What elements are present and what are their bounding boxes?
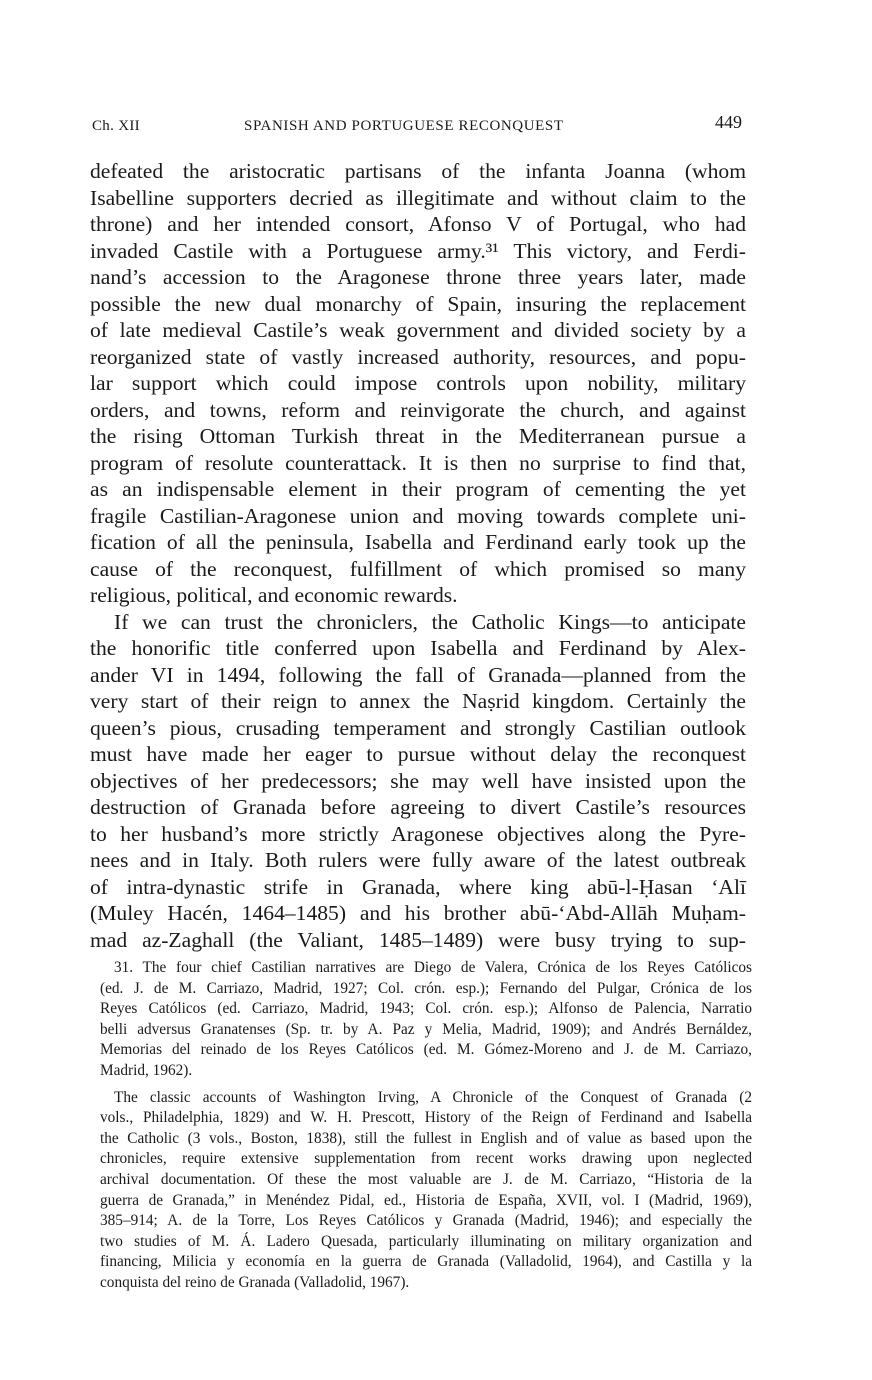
footnote-line: archival documentation. Of these the most valuable are J. de M. Carriazo, “Historia de la [100,1170,752,1188]
body-line: the rising Ottoman Turkish threat in the Mediterranean pursue a [90,424,746,448]
body-line: to her husband’s more strictly Aragonese objectives along the Pyre- [90,821,746,846]
body-line: objectives of her predecessors; she may well have insisted upon the [90,768,746,793]
page-number: 449 [715,112,742,132]
footnote-line: Reyes Católicos (ed. Carriazo, Madrid, 1943; Col. crón. esp.); Alfonso de Palencia, Narratio [100,1000,752,1018]
footnote-line: Madrid, 1962). [100,1061,193,1079]
body-line: possible the new dual monarchy of Spain, insuring the replacement [90,291,746,316]
body-line: of intra-dynastic strife in Granada, where king abū-l-Ḥasan ‘Alī [90,874,746,899]
body-line: nand’s accession to the Aragonese throne three years later, made [90,265,746,289]
footnote-line: conquista del reino de Granada (Valladolid, 1967). [100,1273,410,1291]
footnote-line: belli adversus Granatenses (Sp. tr. by A. Paz y Melia, Madrid, 1909); and Andrés Bernáldez, [100,1020,752,1038]
footnote-line: guerra de Granada,” in Menéndez Pidal, ed., Historia de España, XVII, vol. I (Madrid, 1969), [100,1191,752,1209]
body-line: Isabelline supporters decried as illegitimate and without claim to the [90,185,746,210]
footnotes [100,958,752,1294]
body-line: ander VI in 1494, following the fall of Granada—planned from the [90,662,746,687]
body-line: fication of all the peninsula, Isabella and Ferdinand early took up the [90,530,746,554]
body-line: lar support which could impose controls upon nobility, military [90,371,746,395]
body-line: as an indispensable element in their program of cementing the yet [90,477,746,501]
body-line: reorganized state of vastly increased authority, resources, and popu- [90,344,746,369]
body-line: cause of the reconquest, fulfillment of which promised so many [90,556,746,581]
body-line: nees and in Italy. Both rulers were fully aware of the latest outbreak [90,848,746,872]
body-line: of late medieval Castile’s weak government and divided society by a [90,318,746,342]
running-header [92,112,742,142]
footnote-line: The classic accounts of Washington Irving, A Chronicle of the Conquest of Granada (2 [114,1088,752,1106]
body-line: queen’s pious, crusading temperament and strongly Castilian outlook [90,715,746,740]
footnote-line: vols., Philadelphia, 1829) and W. H. Prescott, History of the Reign of Ferdinand and Isabella [100,1109,752,1127]
footnote-line: two studies of M. Á. Ladero Quesada, particularly illuminating on military organization and [100,1232,752,1250]
running-title: SPANISH AND PORTUGUESE RECONQUEST [244,118,564,134]
footnote-line: 31. The four chief Castilian narratives are Diego de Valera, Crónica de los Reyes Católicos [114,959,752,976]
body-line: (Muley Hacén, 1464–1485) and his brother abū-‘Abd-Allāh Muḥam- [90,901,746,925]
footnote-line: (ed. J. de M. Carriazo, Madrid, 1927; Col. crón. esp.); Fernando del Pulgar, Crónica de los [100,979,752,997]
body-line: fragile Castilian-Aragonese union and moving towards complete uni- [90,503,746,528]
body-line: religious, political, and economic rewards. [90,583,458,607]
body-text [90,158,746,953]
body-line: very start of their reign to annex the Naṣrid kingdom. Certainly the [90,689,746,713]
body-line: orders, and towns, reform and reinvigorate the church, and against [90,397,746,422]
body-line: destruction of Granada before agreeing to divert Castile’s resources [90,795,746,819]
body-line: throne) and her intended consort, Afonso V of Portugal, who had [90,212,746,236]
body-line: must have made her eager to pursue without delay the reconquest [90,742,746,766]
body-line: the honorific title conferred upon Isabella and Ferdinand by Alex- [90,636,746,660]
body-line: mad az-Zaghall (the Valiant, 1485–1489) were busy trying to sup- [90,927,746,952]
chapter-label: Ch. XII [92,118,140,134]
body-line: program of resolute counterattack. It is then no surprise to find that, [90,450,746,475]
footnote-line: 385–914; A. de la Torre, Los Reyes Católicos y Granada (Madrid, 1946); and especially the [100,1212,752,1230]
footnote-line: chronicles, require extensive supplementation from recent works drawing upon neglected [100,1150,752,1168]
body-line: defeated the aristocratic partisans of the infanta Joanna (whom [90,159,746,183]
footnote-line: Memorias del reinado de los Reyes Católicos (ed. M. Gómez-Moreno and J. de M. Carriazo, [100,1041,752,1059]
body-line: If we can trust the chroniclers, the Catholic Kings—to anticipate [114,609,746,634]
footnote-line: financing, Milicia y economía en la guerra de Granada (Valladolid, 1964), and Castilla y la [100,1253,752,1271]
footnote-line: the Catholic (3 vols., Boston, 1838), still the fullest in English and of value as based upon the [100,1129,752,1147]
body-line: invaded Castile with a Portuguese army.³¹ This victory, and Ferdi- [90,238,746,263]
